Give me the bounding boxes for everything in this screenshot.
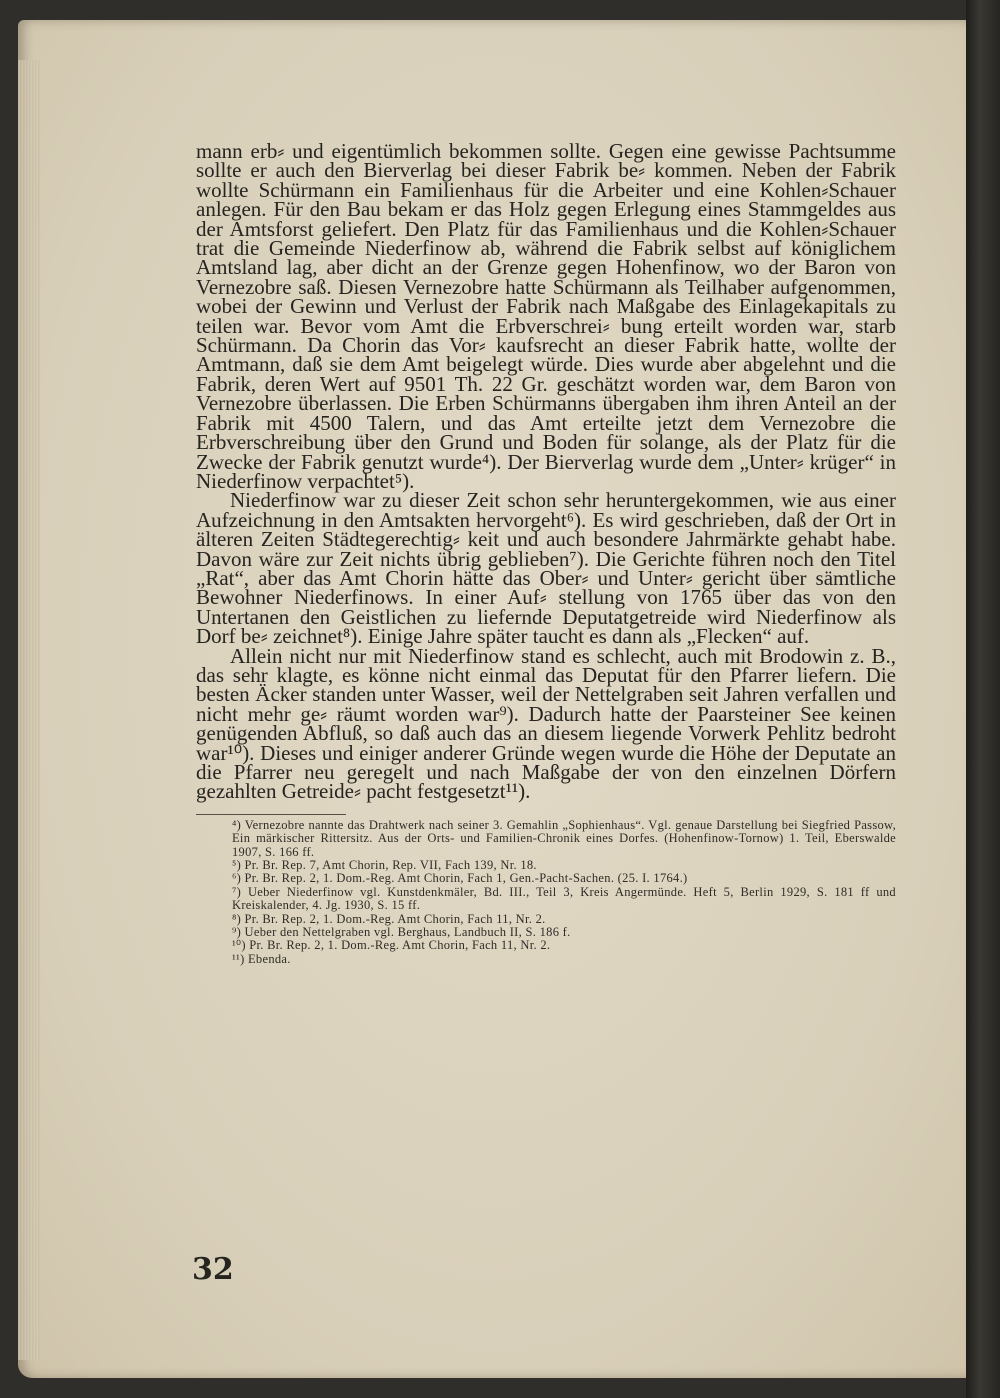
paragraph-2: Niederfinow war zu dieser Zeit schon sehr heruntergekommen, wie aus einer Aufzeichnung in den Amtsakten hervorgeht⁶). Es wird geschrieben, daß der Ort in älteren Zeiten Städtegerechtig⸗ keit und auch besondere Jahrmärkte gehabt habe. Davon wäre zur Zeit nichts übrig geblieben⁷). Die Gerichte führen noch den Titel „Rat“, aber das Amt Chorin hätte das Ober⸗ und Unter⸗ gericht über sämtliche Bewohner Niederfinows. In einer Auf⸗ stellung von 1765 über das von den Untertanen den Geistlichen zu liefernde Deputatgetreide wird Niederfinow als Dorf be⸗ zeichnet⁸). Einige Jahre später taucht es dann als „Flecken“ auf. xyxy=(196,488,896,649)
footnote-8: ⁸) Pr. Br. Rep. 2, 1. Dom.-Reg. Amt Chorin, Fach 11, Nr. 2. xyxy=(232,911,546,926)
footnote-9: ⁹) Ueber den Nettelgraben vgl. Berghaus, Landbuch II, S. 186 f. xyxy=(232,925,571,940)
book-spine xyxy=(966,0,1000,1398)
footnote-5: ⁵) Pr. Br. Rep. 7, Amt Chorin, Rep. VII, Fach 139, Nr. 18. xyxy=(232,858,537,873)
page-edges xyxy=(18,60,40,1360)
footnote-7: ⁷) Ueber Niederfinow vgl. Kunstdenkmäler, Bd. III., Teil 3, Kreis Angermünde. Heft 5, Berlin 1929, S. 181 ff und Kreiskalender, 4. Jg. 1930, S. 15 ff. xyxy=(232,884,896,913)
footnotes xyxy=(196,819,896,966)
footnote-11: ¹¹) Ebenda. xyxy=(232,951,291,966)
paragraph-3: Allein nicht nur mit Niederfinow stand es schlecht, auch mit Brodowin z. B., das sehr klagte, es könne nicht einmal das Deputat für den Pfarrer liefern. Die besten Äcker standen unter Wasser, weil der Nettelgraben seit Jahren verfallen und nicht mehr ge⸗ räumt worden war⁹). Dadurch hatte der Paarsteiner See keinen genügenden Abfluß, so daß auch das an diesem liegende Vorwerk Pehlitz bedroht war¹⁰). Dieses und einiger anderer Gründe wegen wurde die Höhe der Deputate an die Pfarrer neu geregelt und nach Maßgabe der von den einzelnen Dörfern gezahlten Getreide⸗ pacht festgesetzt¹¹). xyxy=(196,643,896,804)
page-number: 32 xyxy=(192,1252,234,1287)
main-text-block xyxy=(196,139,896,966)
footnote-4: ⁴) Vernezobre nannte das Drahtwerk nach seiner 3. Gemahlin „Sophienhaus“. Vgl. genaue Darstellung bei Siegfried Passow, Ein märkischer Rittersitz. Aus der Orts- und Familien-Chronik eines Dorfes. (Hohenfinow-Tornow) 1. Teil, Eberswalde 1907, S. 166 ff. xyxy=(232,817,896,859)
footnote-10: ¹⁰) Pr. Br. Rep. 2, 1. Dom.-Reg. Amt Chorin, Fach 11, Nr. 2. xyxy=(232,938,551,953)
paragraph-1: mann erb⸗ und eigentümlich bekommen sollte. Gegen eine gewisse Pachtsumme sollte er auch den Bierverlag bei dieser Fabrik be⸗ kommen. Neben der Fabrik wollte Schürmann ein Familienhaus für die Arbeiter und eine Kohlen⸗Schauer anlegen. Für den Bau bekam er das Holz gegen Erlegung eines Stammgeldes aus der Amtsforst geliefert. Den Platz für das Familienhaus und die Kohlen⸗Schauer trat die Gemeinde Niederfinow ab, während die Fabrik selbst auf königlichem Amtsland lag, aber dicht an der Grenze gegen Hohenfinow, wo der Baron von Vernezobre saß. Diesen Vernezobre hatte Schürmann als Teilhaber aufgenommen, wobei der Gewinn und Verlust der Fabrik nach Maßgabe des Einlagekapitals zu teilen war. Bevor vom Amt die Erbverschrei⸗ bung erteilt worden war, starb Schürmann. Da Chorin das Vor⸗ kaufsrecht an dieser Fabrik hatte, wollte der Amtmann, daß sie dem Amt beigelegt würde. Dies wurde aber abgelehnt und die Fabrik, deren Wert auf 9501 Th. 22 Gr. geschätzt worden war, dem Baron von Vernezobre überlassen. Die Erben Schürmanns übergaben ihm ihren Anteil an der Fabrik mit 4500 Talern, und das Amt erteilte jetzt dem Vernezobre die Erbverschreibung über den Grund und Boden für solange, als der Platz für die Zwecke der Fabrik genutzt wurde⁴). Der Bierverlag wurde dem „Unter⸗ krüger“ in Niederfinow verpachtet⁵). xyxy=(196,139,896,493)
footnote-divider xyxy=(196,814,346,815)
footnote-6: ⁶) Pr. Br. Rep. 2, 1. Dom.-Reg. Amt Chorin, Fach 1, Gen.-Pacht-Sachen. (25. I. 1764.) xyxy=(232,871,688,886)
